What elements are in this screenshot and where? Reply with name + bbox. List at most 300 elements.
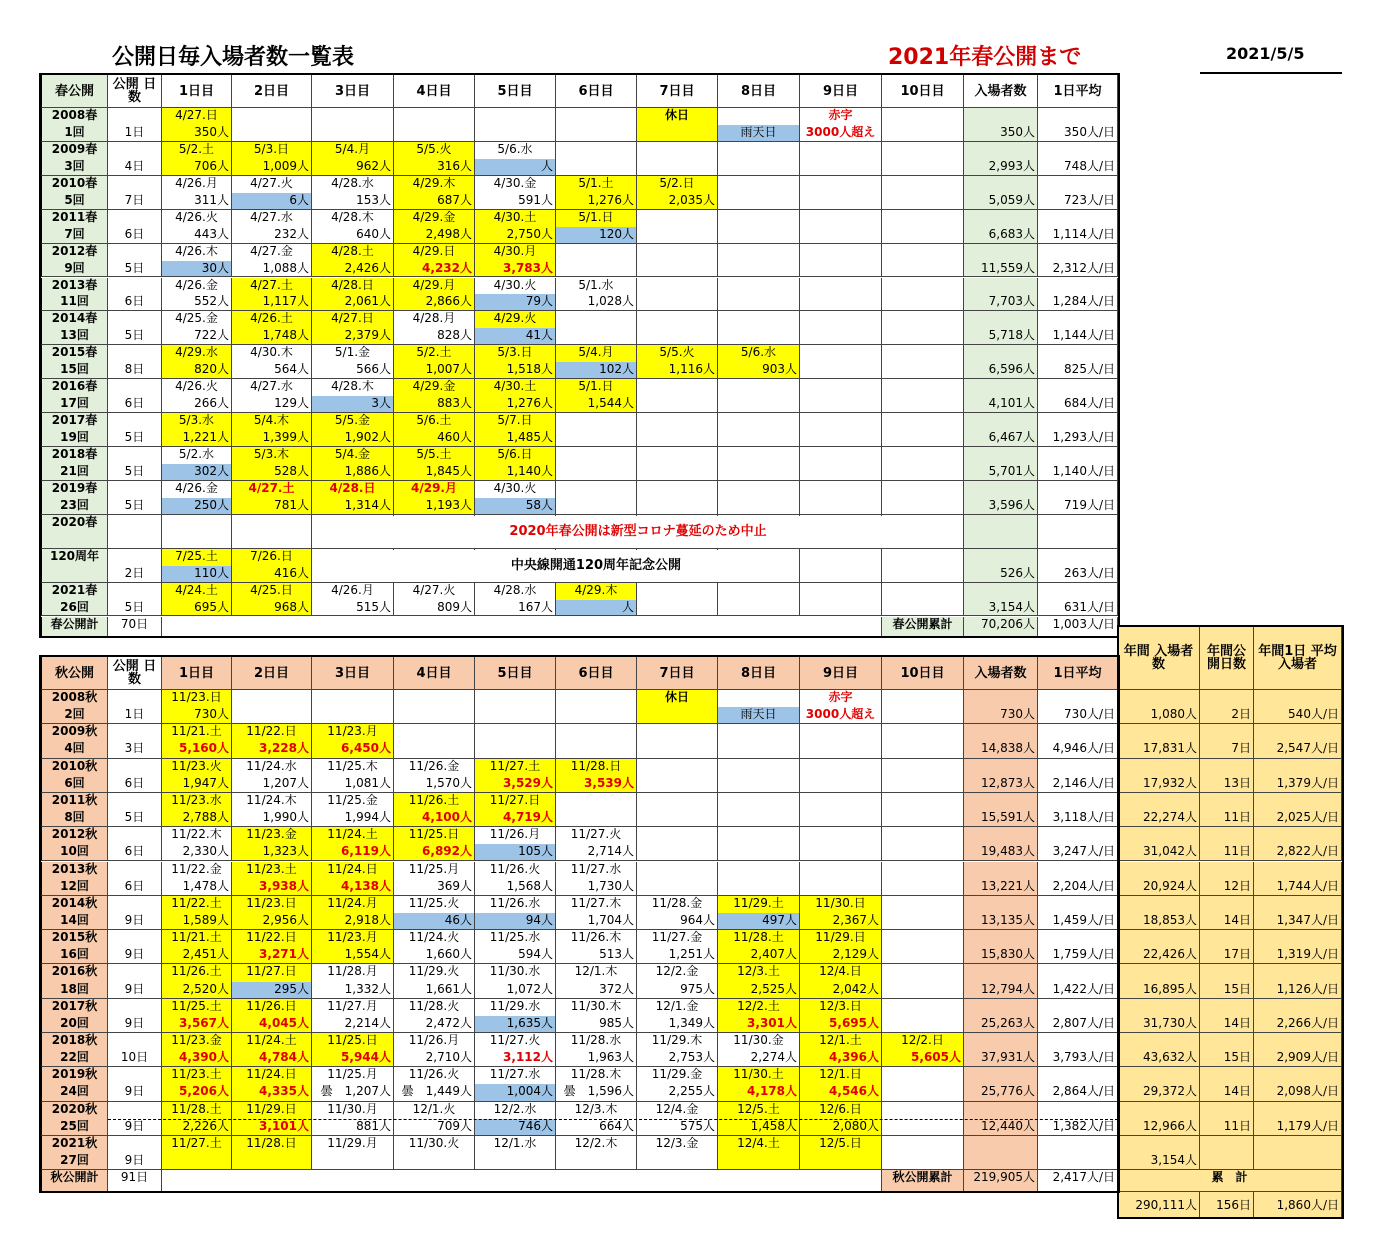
autumn-row-count: 24回 xyxy=(40,1084,108,1101)
autumn-day-count: 2,042人 xyxy=(800,982,882,999)
spring-day-date: 4/27.水 xyxy=(232,379,312,396)
spring-row-count: 5回 xyxy=(40,193,108,210)
autumn-day-date: 11/29.水 xyxy=(475,999,556,1016)
autumn-yearly-days: 12日 xyxy=(1200,862,1254,896)
autumn-row-total: 37,931人 xyxy=(964,1033,1038,1067)
autumn-row-days: 6日 xyxy=(108,827,162,861)
spring-row-total: 4,101人 xyxy=(964,379,1038,413)
autumn-day-date: 赤字 xyxy=(800,690,882,707)
spring-day-count xyxy=(232,532,312,549)
spring-day-date: 5/3.日 xyxy=(475,345,556,362)
spring-day-date xyxy=(718,108,800,125)
autumn-day-count xyxy=(394,741,475,758)
autumn-day-count: 594人 xyxy=(475,947,556,964)
autumn-day-date: 11/27.月 xyxy=(312,999,394,1016)
autumn-day-date xyxy=(637,759,718,776)
autumn-cumulative-total: 219,905人 xyxy=(964,1170,1038,1192)
autumn-day-date: 11/27.水 xyxy=(475,1067,556,1084)
autumn-day-count: 2,214人 xyxy=(312,1016,394,1033)
spring-day-count: 1,221人 xyxy=(162,430,232,447)
spring-day-date: 休日 xyxy=(637,108,718,142)
autumn-day-date xyxy=(800,827,882,844)
spring-day-date: 5/1.土 xyxy=(556,176,637,193)
autumn-day-count: 5,605人 xyxy=(882,1050,964,1067)
grand-total-days: 156日 xyxy=(1200,1192,1254,1218)
autumn-yearly-average: 2,266人/日 xyxy=(1254,999,1342,1033)
spring-day-count: 人 xyxy=(475,159,556,176)
autumn-row-days: 9日 xyxy=(108,964,162,998)
spring-day-count xyxy=(718,464,800,481)
spring-day-count xyxy=(637,261,718,278)
autumn-day-date xyxy=(882,862,964,879)
spring-day-date: 4/26.月 xyxy=(162,176,232,193)
spring-day-date: 4/26.火 xyxy=(162,379,232,396)
spring-day-date: 5/2.土 xyxy=(394,345,475,362)
spring-row-total: 11,559人 xyxy=(964,244,1038,278)
report-date: 2021/5/5 xyxy=(1226,44,1305,63)
autumn-yearly-average: 1,319人/日 xyxy=(1254,930,1342,964)
spring-row-count: 9回 xyxy=(40,261,108,278)
autumn-day-count xyxy=(637,844,718,861)
spring-day-count xyxy=(718,294,800,311)
autumn-header-9: 8日目 xyxy=(718,656,800,690)
autumn-day-count: 4,100人 xyxy=(394,810,475,827)
autumn-yearly-average: 2,822人/日 xyxy=(1254,827,1342,861)
autumn-day-count: 3,938人 xyxy=(232,879,312,896)
page-title: 公開日毎入場者数一覧表 xyxy=(112,45,355,70)
autumn-day-date: 11/26.日 xyxy=(232,999,312,1016)
spring-day-date xyxy=(718,210,800,227)
spring-day-count: 1,193人 xyxy=(394,498,475,515)
autumn-day-count xyxy=(882,844,964,861)
autumn-day-date: 11/27.水 xyxy=(556,862,637,879)
spring-day-date xyxy=(312,549,394,566)
autumn-day-date: 12/3.土 xyxy=(718,964,800,981)
spring-day-date: 4/27.金 xyxy=(232,244,312,261)
spring-day-date: 4/30.土 xyxy=(475,210,556,227)
autumn-header-10: 9日目 xyxy=(800,656,882,690)
spring-day-date: 5/5.火 xyxy=(637,345,718,362)
spring-day-count: 129人 xyxy=(232,396,312,413)
autumn-row-count: 10回 xyxy=(40,844,108,861)
spring-day-date xyxy=(800,583,882,600)
autumn-day-date xyxy=(718,862,800,879)
autumn-row-count: 18回 xyxy=(40,982,108,999)
spring-day-date: 4/27.火 xyxy=(232,176,312,193)
autumn-row-total: 15,591人 xyxy=(964,793,1038,827)
autumn-day-date: 11/25.月 xyxy=(394,862,475,879)
autumn-day-count: 709人 xyxy=(394,1119,475,1136)
autumn-day-count: 3,539人 xyxy=(556,776,637,793)
autumn-day-count: 雨天日 xyxy=(718,707,800,724)
autumn-yearly-average: 1,347人/日 xyxy=(1254,896,1342,930)
autumn-row-label: 2010秋 xyxy=(40,759,108,776)
autumn-day-date xyxy=(800,724,882,741)
autumn-day-date: 11/26.火 xyxy=(394,1067,475,1084)
autumn-row-days: 9日 xyxy=(108,999,162,1033)
autumn-day-date xyxy=(882,964,964,981)
spring-row-total: 6,596人 xyxy=(964,345,1038,379)
autumn-day-date: 12/5.土 xyxy=(718,1102,800,1119)
autumn-yearly-days: 15日 xyxy=(1200,1033,1254,1067)
autumn-day-date: 11/29.火 xyxy=(394,964,475,981)
autumn-row-total: 25,263人 xyxy=(964,999,1038,1033)
spring-day-count xyxy=(800,498,882,515)
autumn-row-count: 27回 xyxy=(40,1153,108,1170)
spring-day-count: 566人 xyxy=(312,362,394,379)
autumn-day-date xyxy=(882,1136,964,1153)
spring-footer-days: 70日 xyxy=(108,617,162,637)
autumn-row-count: 4回 xyxy=(40,741,108,758)
autumn-day-count: 3,228人 xyxy=(232,741,312,758)
spring-day-count: 1,902人 xyxy=(312,430,394,447)
autumn-row-days: 6日 xyxy=(108,862,162,896)
spring-header-5: 4日目 xyxy=(394,74,475,108)
autumn-day-date: 11/26.土 xyxy=(394,793,475,810)
autumn-day-count: 1,081人 xyxy=(312,776,394,793)
autumn-day-date: 11/24.木 xyxy=(232,793,312,810)
autumn-row-label: 2020秋 xyxy=(40,1102,108,1119)
autumn-day-date xyxy=(800,793,882,810)
autumn-row-average: 3,793人/日 xyxy=(1038,1033,1118,1067)
spring-day-date: 4/29.水 xyxy=(162,345,232,362)
spring-day-date xyxy=(637,481,718,498)
autumn-day-date: 12/3.金 xyxy=(637,1136,718,1153)
spring-row-total: 526人 xyxy=(964,549,1038,583)
autumn-yearly-total: 16,895人 xyxy=(1118,964,1200,998)
autumn-day-count: 513人 xyxy=(556,947,637,964)
autumn-day-count: 1,349人 xyxy=(637,1016,718,1033)
spring-day-count xyxy=(800,261,882,278)
autumn-day-count: 4,396人 xyxy=(800,1050,882,1067)
autumn-day-count: 295人 xyxy=(232,982,312,999)
spring-day-date xyxy=(800,311,882,328)
spring-row-count: 21回 xyxy=(40,464,108,481)
autumn-day-date xyxy=(718,690,800,707)
covid-cancel-notice: 2020年春公開は新型コロナ蔓延のため中止 xyxy=(313,516,963,548)
spring-row-average: 1,144人/日 xyxy=(1038,311,1118,345)
spring-day-date: 4/26.土 xyxy=(232,311,312,328)
spring-header-10: 9日目 xyxy=(800,74,882,108)
spring-day-date xyxy=(394,108,475,125)
spring-day-count: 120人 xyxy=(556,227,637,244)
autumn-yearly-average: 1,379人/日 xyxy=(1254,759,1342,793)
autumn-day-date xyxy=(882,1102,964,1119)
autumn-day-date xyxy=(882,827,964,844)
autumn-day-count: 1,963人 xyxy=(556,1050,637,1067)
spring-day-date: 4/30.土 xyxy=(475,379,556,396)
spring-day-count: 820人 xyxy=(162,362,232,379)
autumn-day-count: 曇 1,207人 xyxy=(312,1084,394,1101)
spring-day-count xyxy=(882,498,964,515)
autumn-day-date xyxy=(556,690,637,707)
spring-day-count xyxy=(800,193,882,210)
autumn-day-count: 985人 xyxy=(556,1016,637,1033)
spring-day-count xyxy=(312,566,394,583)
autumn-day-date: 12/6.日 xyxy=(800,1102,882,1119)
autumn-day-date: 11/29.金 xyxy=(637,1067,718,1084)
spring-day-count: 1,009人 xyxy=(232,159,312,176)
spring-day-date: 5/1.日 xyxy=(556,379,637,396)
autumn-day-date xyxy=(882,793,964,810)
autumn-yearly-total: 22,426人 xyxy=(1118,930,1200,964)
autumn-day-date xyxy=(394,724,475,741)
autumn-header-3: 2日目 xyxy=(232,656,312,690)
autumn-day-count: 497人 xyxy=(718,913,800,930)
spring-row-days: 5日 xyxy=(108,447,162,481)
autumn-yearly-total: 1,080人 xyxy=(1118,690,1200,724)
autumn-day-count: 2,367人 xyxy=(800,913,882,930)
autumn-yearly-average xyxy=(1254,1136,1342,1170)
autumn-cumulative-average: 2,417人/日 xyxy=(1038,1170,1118,1192)
spring-day-date: 4/30.月 xyxy=(475,244,556,261)
autumn-header-13: 1日平均 xyxy=(1038,656,1118,690)
autumn-row-label: 2019秋 xyxy=(40,1067,108,1084)
spring-row-label: 2019春 xyxy=(40,481,108,498)
autumn-day-date: 11/21.土 xyxy=(162,930,232,947)
spring-day-date: 5/6.水 xyxy=(718,345,800,362)
autumn-day-count xyxy=(556,707,637,724)
autumn-row-average: 2,807人/日 xyxy=(1038,999,1118,1033)
autumn-day-count: 746人 xyxy=(475,1119,556,1136)
spring-day-count: 640人 xyxy=(312,227,394,244)
autumn-day-count: 1,730人 xyxy=(556,879,637,896)
spring-day-date xyxy=(637,142,718,159)
autumn-yearly-total: 17,932人 xyxy=(1118,759,1200,793)
spring-day-count xyxy=(800,328,882,345)
autumn-yearly-average: 2,098人/日 xyxy=(1254,1067,1342,1101)
autumn-day-count xyxy=(718,1153,800,1170)
autumn-day-count: 1,589人 xyxy=(162,913,232,930)
autumn-day-count: 1,458人 xyxy=(718,1119,800,1136)
spring-row-label: 2009春 xyxy=(40,142,108,159)
autumn-row-count: 25回 xyxy=(40,1119,108,1136)
autumn-row-average xyxy=(1038,1136,1118,1170)
autumn-row-average: 1,382人/日 xyxy=(1038,1102,1118,1136)
autumn-day-count: 5,206人 xyxy=(162,1084,232,1101)
spring-header-4: 3日目 xyxy=(312,74,394,108)
autumn-day-date: 11/25.火 xyxy=(394,896,475,913)
autumn-day-date: 11/28.木 xyxy=(556,1067,637,1084)
autumn-day-date xyxy=(475,724,556,741)
spring-row-total: 5,059人 xyxy=(964,176,1038,210)
autumn-day-count: 1,660人 xyxy=(394,947,475,964)
spring-row-total: 6,683人 xyxy=(964,210,1038,244)
spring-day-date xyxy=(882,345,964,362)
spring-day-date xyxy=(162,515,232,532)
autumn-day-count xyxy=(556,810,637,827)
autumn-day-date: 11/23.日 xyxy=(162,690,232,707)
spring-day-count: 695人 xyxy=(162,600,232,617)
autumn-day-date: 12/4.土 xyxy=(718,1136,800,1153)
spring-day-date: 5/5.土 xyxy=(394,447,475,464)
autumn-header-5: 4日目 xyxy=(394,656,475,690)
autumn-day-count: 369人 xyxy=(394,879,475,896)
spring-day-date: 赤字 xyxy=(800,108,882,125)
spring-day-count xyxy=(718,261,800,278)
spring-row-days: 1日 xyxy=(108,108,162,142)
spring-row-average: 1,293人/日 xyxy=(1038,413,1118,447)
autumn-yearly-average: 2,025人/日 xyxy=(1254,793,1342,827)
autumn-day-date: 11/24.日 xyxy=(312,862,394,879)
autumn-header-0: 秋公開 xyxy=(40,656,108,690)
spring-day-count: 552人 xyxy=(162,294,232,311)
spring-day-date xyxy=(637,210,718,227)
spring-row-average: 263人/日 xyxy=(1038,549,1118,583)
spring-day-count: 1,314人 xyxy=(312,498,394,515)
spring-row-count xyxy=(40,566,108,583)
spring-day-date xyxy=(556,481,637,498)
autumn-day-date: 11/23.金 xyxy=(232,827,312,844)
autumn-row-count: 16回 xyxy=(40,947,108,964)
autumn-day-count: 575人 xyxy=(637,1119,718,1136)
autumn-day-count xyxy=(882,879,964,896)
autumn-day-count xyxy=(882,1084,964,1101)
spring-day-count xyxy=(556,430,637,447)
autumn-day-date: 11/29.木 xyxy=(637,1033,718,1050)
autumn-row-average: 1,422人/日 xyxy=(1038,964,1118,998)
spring-header-0: 春公開 xyxy=(40,74,108,108)
spring-day-count xyxy=(637,396,718,413)
spring-day-count: 30人 xyxy=(162,261,232,278)
spring-day-count xyxy=(718,396,800,413)
autumn-day-count xyxy=(882,913,964,930)
autumn-header-11: 10日目 xyxy=(882,656,964,690)
spring-day-count: 人 xyxy=(556,600,637,617)
spring-day-date xyxy=(800,447,882,464)
spring-day-count: 311人 xyxy=(162,193,232,210)
autumn-day-date: 11/24.日 xyxy=(232,1067,312,1084)
spring-day-date xyxy=(882,481,964,498)
spring-day-date xyxy=(718,447,800,464)
spring-row-total: 6,467人 xyxy=(964,413,1038,447)
dashed-separator xyxy=(108,1119,1118,1120)
spring-day-date xyxy=(556,108,637,125)
spring-day-date: 5/6.水 xyxy=(475,142,556,159)
spring-day-date: 4/25.日 xyxy=(232,583,312,600)
grand-total-visitors: 290,111人 xyxy=(1118,1192,1200,1218)
autumn-day-date: 11/30.火 xyxy=(394,1136,475,1153)
spring-row-label: 2021春 xyxy=(40,583,108,600)
autumn-row-average: 4,946人/日 xyxy=(1038,724,1118,758)
autumn-day-date: 11/30.金 xyxy=(718,1033,800,1050)
autumn-day-count: 3,101人 xyxy=(232,1119,312,1136)
autumn-day-count: 3000人超え xyxy=(800,707,882,724)
spring-day-date xyxy=(637,244,718,261)
spring-day-count xyxy=(800,566,882,583)
autumn-day-date xyxy=(882,896,964,913)
spring-day-count: 968人 xyxy=(232,600,312,617)
autumn-yearly-header-0: 年間 入場者数 xyxy=(1118,626,1200,690)
autumn-day-date: 12/2.土 xyxy=(718,999,800,1016)
autumn-day-count: 1,478人 xyxy=(162,879,232,896)
autumn-header-12: 入場者数 xyxy=(964,656,1038,690)
spring-header-11: 10日目 xyxy=(882,74,964,108)
autumn-day-date: 11/28.土 xyxy=(162,1102,232,1119)
autumn-day-count: 4,178人 xyxy=(718,1084,800,1101)
autumn-day-count: 1,994人 xyxy=(312,810,394,827)
autumn-day-count: 105人 xyxy=(475,844,556,861)
autumn-day-date: 11/22.土 xyxy=(162,896,232,913)
autumn-day-date: 11/22.金 xyxy=(162,862,232,879)
autumn-day-date xyxy=(637,862,718,879)
spring-row-total xyxy=(964,515,1038,549)
autumn-day-count: 6,892人 xyxy=(394,844,475,861)
spring-row-label: 2010春 xyxy=(40,176,108,193)
autumn-row-label: 2013秋 xyxy=(40,862,108,879)
autumn-row-days: 9日 xyxy=(108,1136,162,1170)
autumn-day-date: 11/24.月 xyxy=(312,896,394,913)
spring-day-count xyxy=(882,328,964,345)
spring-day-date: 4/30.木 xyxy=(232,345,312,362)
autumn-day-date: 12/1.金 xyxy=(637,999,718,1016)
autumn-day-count: 1,990人 xyxy=(232,810,312,827)
autumn-yearly-days: 14日 xyxy=(1200,1067,1254,1101)
autumn-day-date: 12/2.水 xyxy=(475,1102,556,1119)
autumn-day-count: 4,138人 xyxy=(312,879,394,896)
spring-row-label: 2016春 xyxy=(40,379,108,396)
autumn-day-date: 11/24.火 xyxy=(394,930,475,947)
spring-day-date xyxy=(800,278,882,295)
autumn-row-days: 9日 xyxy=(108,1067,162,1101)
autumn-yearly-header-1: 年間公 開日数 xyxy=(1200,626,1254,690)
spring-day-count xyxy=(882,294,964,311)
autumn-day-date: 11/25.日 xyxy=(394,827,475,844)
autumn-day-count xyxy=(394,707,475,724)
autumn-day-count xyxy=(232,1153,312,1170)
spring-row-total: 3,596人 xyxy=(964,481,1038,515)
autumn-day-date: 11/24.土 xyxy=(312,827,394,844)
autumn-day-date xyxy=(882,690,964,707)
autumn-day-count: 1,332人 xyxy=(312,982,394,999)
autumn-day-date: 11/27.火 xyxy=(475,1033,556,1050)
autumn-day-date: 11/27.土 xyxy=(162,1136,232,1153)
autumn-day-count xyxy=(718,879,800,896)
spring-day-count: 722人 xyxy=(162,328,232,345)
spring-day-count xyxy=(882,227,964,244)
autumn-row-days: 10日 xyxy=(108,1033,162,1067)
autumn-row-total: 12,873人 xyxy=(964,759,1038,793)
autumn-day-count xyxy=(882,1119,964,1136)
autumn-day-date xyxy=(556,724,637,741)
autumn-footer-label: 秋公開計 xyxy=(40,1170,108,1192)
autumn-day-date: 11/30.水 xyxy=(475,964,556,981)
autumn-day-count: 3,301人 xyxy=(718,1016,800,1033)
autumn-day-date xyxy=(637,827,718,844)
spring-day-date xyxy=(637,311,718,328)
autumn-day-date: 11/28.日 xyxy=(232,1136,312,1153)
spring-day-count: 1,028人 xyxy=(556,294,637,311)
autumn-day-date: 11/25.金 xyxy=(312,793,394,810)
autumn-day-date: 11/30.土 xyxy=(718,1067,800,1084)
autumn-day-count xyxy=(718,844,800,861)
spring-cumulative-label: 春公開累計 xyxy=(882,617,964,637)
autumn-day-date: 11/28.火 xyxy=(394,999,475,1016)
spring-day-count: 110人 xyxy=(162,566,232,583)
autumn-day-date: 11/30.木 xyxy=(556,999,637,1016)
spring-day-date: 5/3.木 xyxy=(232,447,312,464)
autumn-day-count: 2,472人 xyxy=(394,1016,475,1033)
spring-day-count xyxy=(882,125,964,142)
autumn-day-count: 5,160人 xyxy=(162,741,232,758)
spring-day-count xyxy=(637,159,718,176)
spring-day-date: 5/3.日 xyxy=(232,142,312,159)
autumn-day-date xyxy=(718,827,800,844)
autumn-day-date: 12/5.日 xyxy=(800,1136,882,1153)
autumn-row-average: 1,459人/日 xyxy=(1038,896,1118,930)
spring-row-average: 2,312人/日 xyxy=(1038,244,1118,278)
autumn-day-date: 12/4.日 xyxy=(800,964,882,981)
